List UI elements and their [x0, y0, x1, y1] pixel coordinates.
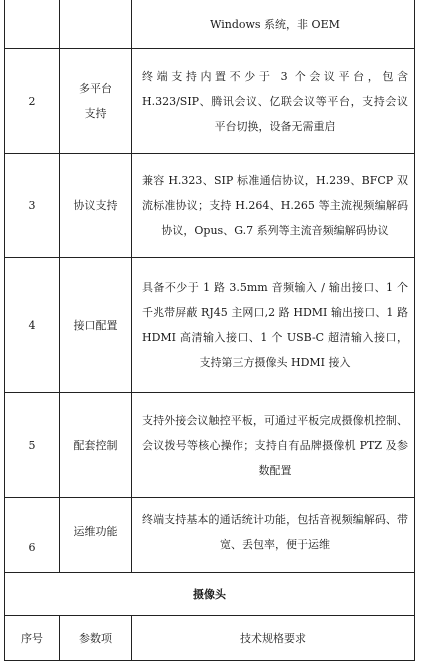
row-number-cell: 5 [4, 392, 60, 498]
row-requirement-cell: Windows 系统，非 OEM [131, 0, 415, 49]
row-number-cell: 2 [4, 48, 60, 154]
row-item-cell: 多平台支持 [59, 48, 132, 154]
row-requirement-cell: 支持外接会议触控平板，可通过平板完成摄像机控制、会议拨号等核心操作；支持自有品牌摄像机 PTZ 及参数配置 [131, 392, 415, 498]
row-item-cell [59, 0, 132, 49]
row-number-cell: 3 [4, 153, 60, 258]
row-requirement-cell: 终端支持基本的通话统计功能，包括音视频编解码、带宽、丢包率，便于运维 [131, 497, 415, 573]
section-title: 摄像头 [4, 572, 415, 616]
row-requirement-cell: 终端支持内置不少于 3 个会议平台，包含 H.323/SIP、腾讯会议、亿联会议等平台，支持会议平台切换，设备无需重启 [131, 48, 415, 154]
row-number-cell: 4 [4, 257, 60, 393]
row-number-cell [4, 0, 60, 49]
row-number-cell: 6 [4, 497, 60, 573]
row-requirement-cell: 兼容 H.323、SIP 标准通信协议，H.239、BFCP 双流标准协议；支持 H.264、H.265 等主流视频编解码协议，Opus、G.7 系列等主流音频编解码协议 [131, 153, 415, 258]
header-requirement-cell: 技术规格要求 [131, 615, 415, 661]
row-item-cell: 配套控制 [59, 392, 132, 498]
row-item-cell: 协议支持 [59, 153, 132, 258]
row-item-cell: 接口配置 [59, 257, 132, 393]
row-item-cell: 运维功能 [59, 497, 132, 573]
header-item-cell: 参数项 [59, 615, 132, 661]
header-number-cell: 序号 [4, 615, 60, 661]
row-requirement-cell: 具备不少于 1 路 3.5mm 音频输入 / 输出接口、1 个千兆带屏蔽 RJ45 主网口,2 路 HDMI 输出接口、1 路 HDMI 高清输入接口、1 个 USB-C 超清输入接口，支持第三方摄像头 HDMI 接入 [131, 257, 415, 393]
